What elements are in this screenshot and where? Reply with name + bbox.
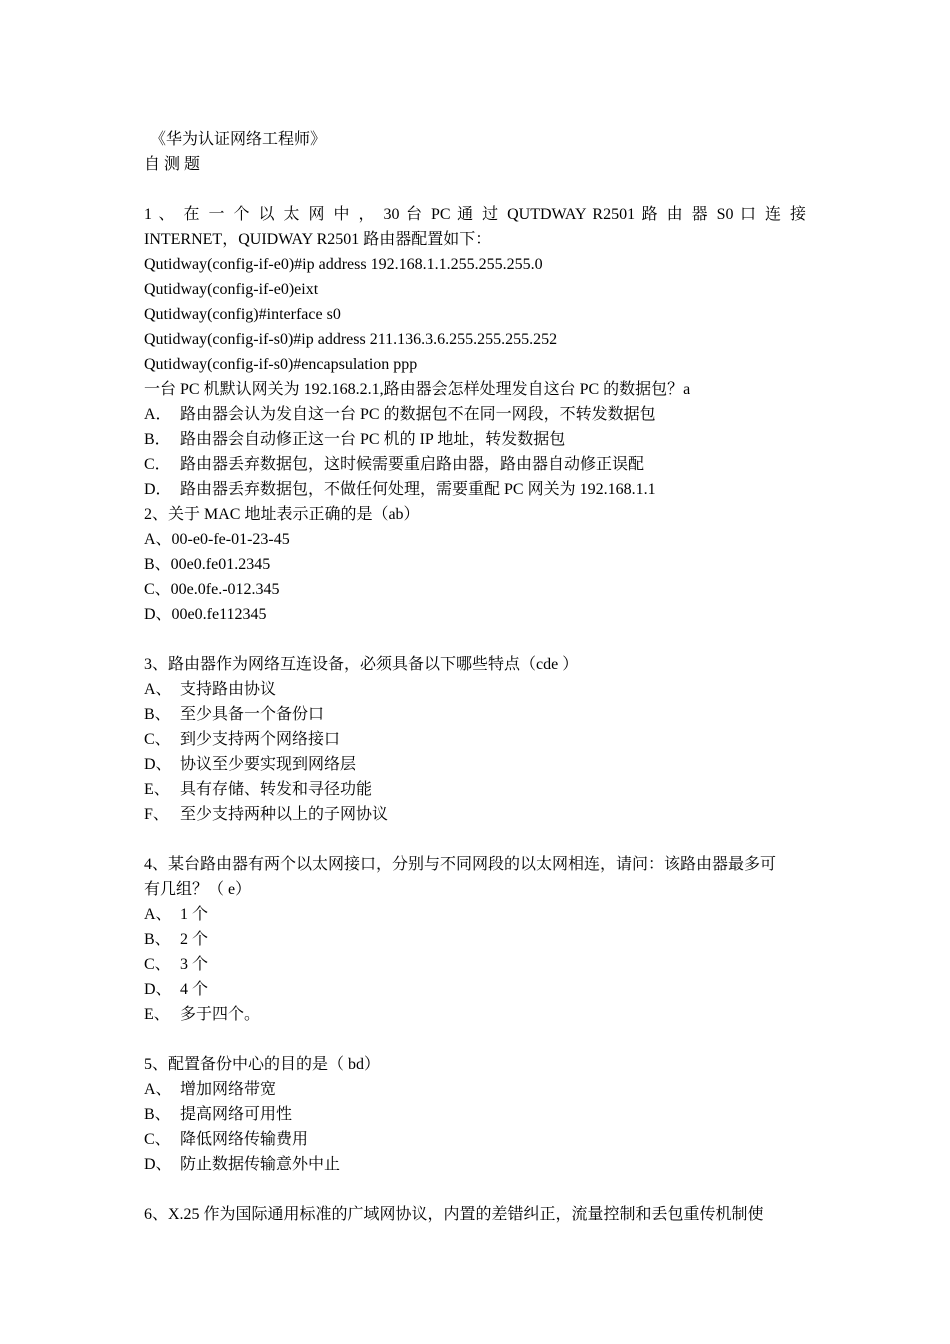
q3-option-a: [144, 677, 806, 702]
option-text: 增加网络带宽: [180, 1081, 277, 1098]
q1-config-line: Qutidway(config-if-e0)eixt: [144, 281, 319, 298]
q6-text-line1: 6、X.25 作为国际通用标准的广域网协议，内置的差错纠正，流量控制和丢包重传机制使: [144, 1206, 764, 1223]
q3-question: 3、路由器作为网络互连设备，必须具备以下哪些特点（cde ）: [144, 656, 579, 673]
q1-config-line: Qutidway(config-if-e0)#ip address 192.168.1.1.255.255.255.0: [144, 256, 543, 273]
option-text: 路由器会认为发自这一台 PC 的数据包不在同一网段，不转发数据包: [180, 406, 656, 423]
q1-text-line2: INTERNET，QUIDWAY R2501 路由器配置如下：: [144, 231, 492, 248]
option-text: 提高网络可用性: [180, 1106, 293, 1123]
q2-option-b: B、00e0.fe01.2345: [144, 556, 271, 573]
option-text: 到少支持两个网络接口: [180, 731, 341, 748]
option-text: 支持路由协议: [180, 681, 277, 698]
q5-option-c: [144, 1127, 806, 1152]
option-label: F、: [144, 806, 169, 823]
option-label: B．: [144, 431, 171, 448]
spacer: [144, 827, 806, 852]
q4-text-line2: 有几组？（ e）: [144, 881, 252, 898]
option-text: 4 个: [180, 981, 209, 998]
q1-option-b: [144, 427, 806, 452]
q4-text-line1: 4、某台路由器有两个以太网接口，分别与不同网段的以太网相连，请问：该路由器最多可: [144, 856, 777, 873]
option-label: C．: [144, 456, 171, 473]
q5-option-d: [144, 1152, 806, 1177]
q3-option-c: [144, 727, 806, 752]
option-label: E、: [144, 781, 170, 798]
q1-question: 一台 PC 机默认网关为 192.168.2.1,路由器会怎样处理发自这台 PC 的数据包？a: [144, 381, 691, 398]
q4-option-a: [144, 902, 806, 927]
option-text: 降低网络传输费用: [180, 1131, 309, 1148]
q5-question: 5、配置备份中心的目的是（ bd）: [144, 1056, 381, 1073]
option-label: A．: [144, 406, 172, 423]
q2-question: 2、关于 MAC 地址表示正确的是（ab）: [144, 506, 420, 523]
q1-option-d: [144, 477, 806, 502]
option-text: 具有存储、转发和寻径功能: [180, 781, 373, 798]
q1-option-c: [144, 452, 806, 477]
q1-config-line: Qutidway(config-if-s0)#encapsulation ppp: [144, 356, 418, 373]
option-label: C、: [144, 956, 171, 973]
option-label: B、: [144, 1106, 171, 1123]
option-label: E、: [144, 1006, 170, 1023]
spacer: [144, 1177, 806, 1202]
option-text: 至少具备一个备份口: [180, 706, 325, 723]
option-label: D．: [144, 481, 172, 498]
option-text: 1 个: [180, 906, 209, 923]
q2-option-a: A、00-e0-fe-01-23-45: [144, 531, 290, 548]
option-label: D、: [144, 1156, 172, 1173]
q5-option-a: [144, 1077, 806, 1102]
option-text: 协议至少要实现到网络层: [180, 756, 357, 773]
document-title: 《华为认证网络工程师》: [150, 131, 327, 148]
q3-option-e: [144, 777, 806, 802]
q4-option-e: [144, 1002, 806, 1027]
option-text: 路由器丢弃数据包，不做任何处理，需要重配 PC 网关为 192.168.1.1: [180, 481, 656, 498]
document-subtitle: 自 测 题: [144, 156, 201, 173]
q4-option-d: [144, 977, 806, 1002]
option-label: B、: [144, 931, 171, 948]
option-label: A、: [144, 1081, 172, 1098]
spacer: [144, 1027, 806, 1052]
option-text: 3 个: [180, 956, 209, 973]
q1-config-line: Qutidway(config-if-s0)#ip address 211.136.3.6.255.255.255.252: [144, 331, 558, 348]
q1-config-line: Qutidway(config)#interface s0: [144, 306, 341, 323]
q1-option-a: [144, 402, 806, 427]
option-label: C、: [144, 731, 171, 748]
q5-option-b: [144, 1102, 806, 1127]
q4-option-c: [144, 952, 806, 977]
document-body: [144, 127, 806, 1227]
option-label: C、: [144, 1131, 171, 1148]
option-text: 多于四个。: [180, 1006, 261, 1023]
q3-option-d: [144, 752, 806, 777]
option-label: D、: [144, 756, 172, 773]
q3-option-b: [144, 702, 806, 727]
q4-option-b: [144, 927, 806, 952]
option-text: 防止数据传输意外中止: [180, 1156, 341, 1173]
q3-option-f: [144, 802, 806, 827]
option-label: A、: [144, 906, 172, 923]
q2-option-c: C、00e.0fe.-012.345: [144, 581, 280, 598]
option-label: B、: [144, 706, 171, 723]
spacer: [144, 177, 806, 202]
option-text: 至少支持两种以上的子网协议: [180, 806, 389, 823]
option-label: A、: [144, 681, 172, 698]
option-text: 路由器丢弃数据包，这时候需要重启路由器，路由器自动修正误配: [180, 456, 645, 473]
spacer: [144, 627, 806, 652]
q2-option-d: D、00e0.fe112345: [144, 606, 267, 623]
q1-text-line1: 1 、 在 一 个 以 太 网 中 ， 30 台 PC 通 过 QUTDWAY R2501 路 由 器 S0 口 连 接: [144, 206, 806, 223]
option-label: D、: [144, 981, 172, 998]
option-text: 2 个: [180, 931, 209, 948]
option-text: 路由器会自动修正这一台 PC 机的 IP 地址，转发数据包: [180, 431, 566, 448]
